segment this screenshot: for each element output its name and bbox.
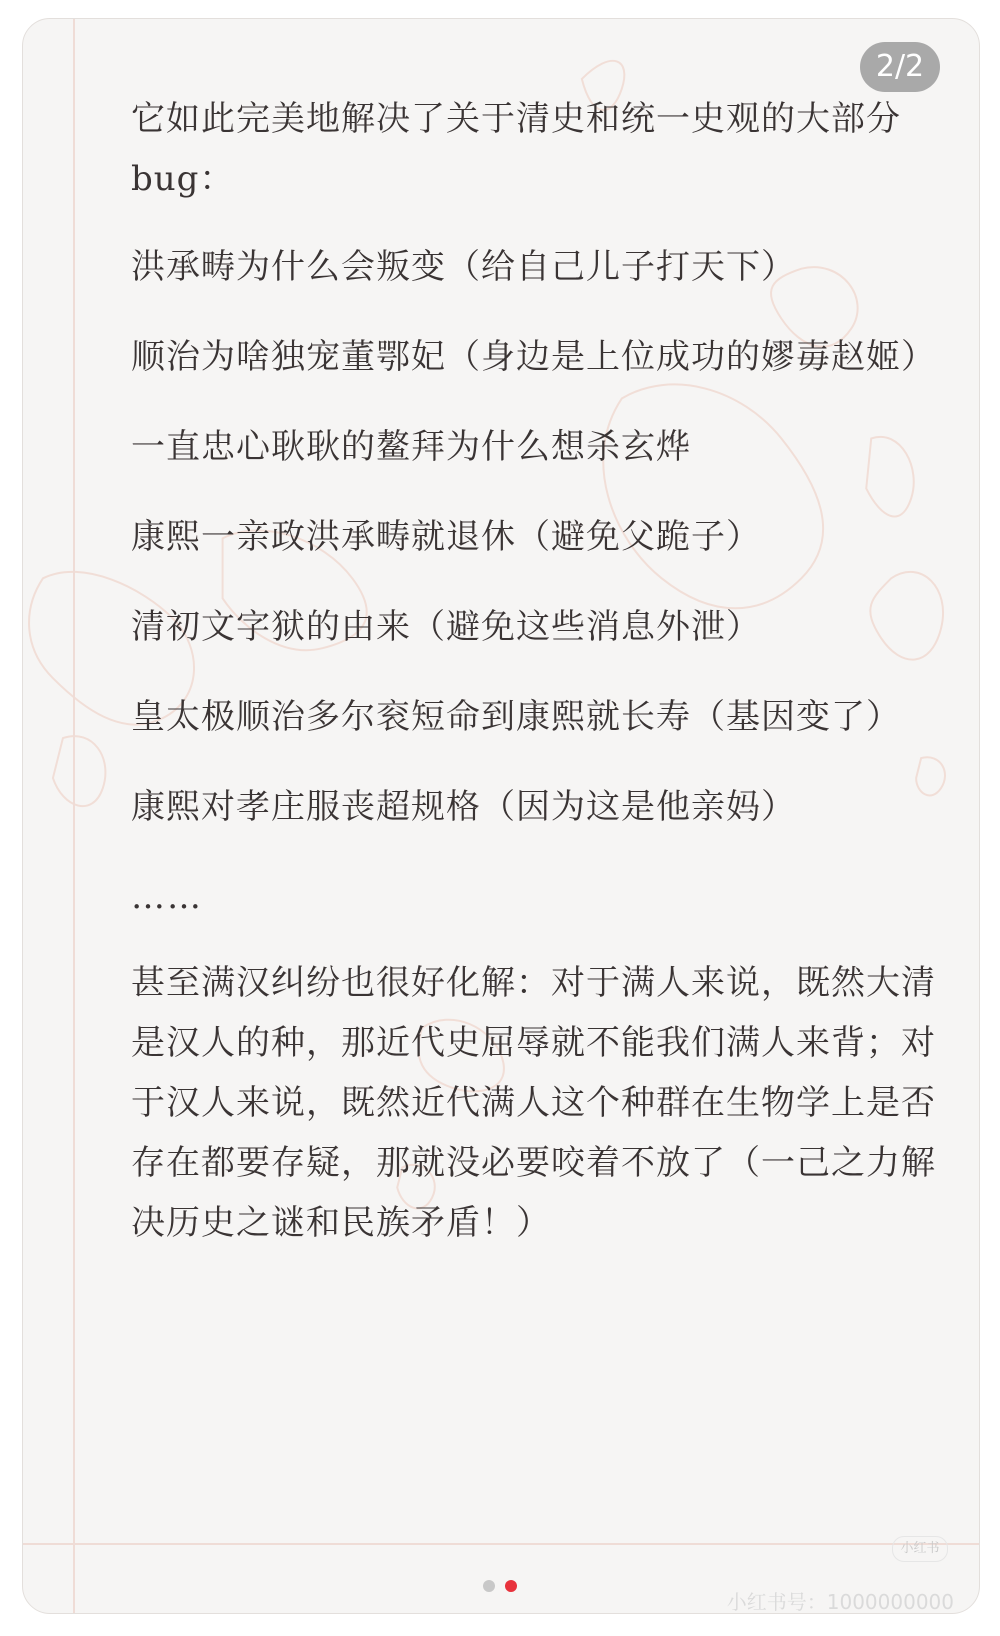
watermark-text: 小红书号：1000000000 <box>726 1590 954 1614</box>
note-text-content <box>131 89 961 1253</box>
list-item: 康熙一亲政洪承畴就退休（避免父跪子） <box>131 517 761 557</box>
note-image-card[interactable] <box>22 18 980 1614</box>
list-item: 一直忠心耿耿的鳌拜为什么想杀玄烨 <box>131 427 691 467</box>
list-item: 顺治为啥独宠董鄂妃（身边是上位成功的嫪毐赵姬） <box>131 337 936 377</box>
page-indicator-badge: 2/2 <box>860 42 940 92</box>
list-item: 清初文字狱的由来（避免这些消息外泄） <box>131 607 761 647</box>
list-item: 皇太极顺治多尔衮短命到康熙就长寿（基因变了） <box>131 697 901 737</box>
list-item: 康熙对孝庄服丧超规格（因为这是他亲妈） <box>131 787 796 827</box>
ellipsis: …… <box>131 877 203 917</box>
margin-line <box>73 19 75 1613</box>
carousel-dot-1[interactable] <box>483 1580 495 1592</box>
conclusion-paragraph: 甚至满汉纠纷也很好化解：对于满人来说，既然大清是汉人的种，那近代史屈辱就不能我们满人来背；对于汉人来说，既然近代满人这个种群在生物学上是否存在都要存疑，那就没必要咬着不放了（一己之力解决历史之谜和民族矛盾！） <box>131 963 936 1243</box>
xiaohongshu-logo: 小红书 <box>892 1536 948 1562</box>
carousel-dot-2-active[interactable] <box>505 1580 517 1592</box>
list-item: 洪承畴为什么会叛变（给自己儿子打天下） <box>131 247 796 287</box>
intro-paragraph: 它如此完美地解决了关于清史和统一史观的大部分bug： <box>131 99 901 199</box>
bottom-rule <box>23 1543 979 1545</box>
